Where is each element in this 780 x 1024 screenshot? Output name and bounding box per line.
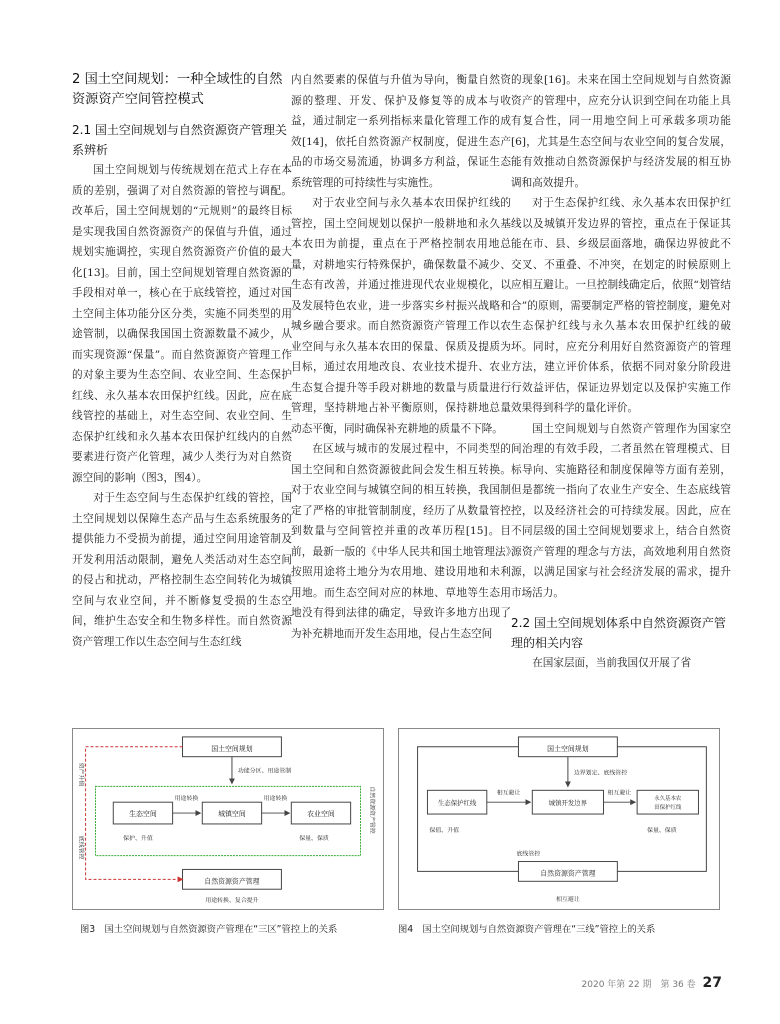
svg-text:保量、保质: 保量、保质 [299,834,329,842]
svg-text:农业空间: 农业空间 [307,810,335,819]
paragraph: 对于生态空间与生态保护红线的管控，国土空间规划以保障生态产品与生态系统服务的提供能力不受损为前提，通过空间用途管制及开发利用活动限制，避免人类活动对生态空间的侵占和扰动，严格控制生态空间转化为城镇空间与农业空间，并不断修复受损的生态空间，维护生态安全和生物多样性。而自然资源资产管理工作以生态空间与生态红线 [72,492,292,648]
figure-3-caption: 图3 国土空间规划与自然资源资产管理在“三区”管控上的关系 [80,924,338,935]
svg-text:用途转换: 用途转换 [174,795,199,803]
page-footer [582,975,722,991]
column-3 [511,70,731,674]
svg-text:边界划定、底线管控: 边界划定、底线管控 [573,769,628,777]
svg-text:自然资源资产管控: 自然资源资产管控 [368,786,376,834]
svg-text:底线管控: 底线管控 [516,850,541,858]
top-box-label: 国土空间规划 [211,744,253,753]
svg-text:底线管控: 底线管控 [77,835,85,860]
subsection-heading: 2.2 国土空间规划体系中自然资源资产管理的相关内容 [511,616,726,650]
figure-3 [72,728,384,910]
figure-4-caption: 图4 国土空间规划与自然资源资产管理在“三线”管控上的关系 [398,924,656,935]
svg-text:相互避让: 相互避让 [556,896,580,904]
svg-text:生态保护红线: 生态保护红线 [437,799,477,808]
subsection-heading: 2.1 国土空间规划与自然资源资产管理关系辨析 [72,123,287,157]
paragraph: 对于农业空间与永久基本农田保护红线的管控，国土空间规划以保护一般耕地和永久基本农田为前提，重点在于严格控制农用地总量，对耕地实行特殊保护，确保数量不减少、生态有改善，并通过推进现代农业规模化，以及发展特色农业，进一步落实乡村振兴战略和城乡融合要求。而自然资源资产管理工作以农业空间与永久基本农田的保量、保质及提质为目标，通过农用地改良、农业技术提升、农业生态复合提升等手段对耕地的数量与质量进行管理，坚持耕地占补平衡原则，保持耕地总量动态平衡，同时确保补充耕地的质量不下降。 [291,197,511,435]
svg-text:用途转换: 用途转换 [263,795,288,803]
svg-text:自然资源资产管理: 自然资源资产管理 [540,869,596,878]
svg-text:相互避让: 相互避让 [496,789,521,797]
svg-text:国土空间规划: 国土空间规划 [547,744,589,753]
column-1 [72,70,292,652]
svg-text:相互避让: 相互避让 [607,789,632,797]
paragraph: 的现象[16]。未来在国土空间规划与自然资源资产的管理中，应充分认识到空间在功能上具有复合性，同一用地空间上可承载多项功能[6]，尤其是生态空间与农业空间的复合发展，能有效推动自然资源保护与经济发展的相互协调和高效提升。 [511,74,731,189]
figure-4-diagram [399,729,719,909]
paragraph: 国土空间规划与自然资产管理作为国家空间治理的有效手段，二者虽然在管理模式、目标导向、实施路径和制度保障等方面有差别，但是都统一指向了农业生产安全、生态底线管控，以及经济社会的可持续发展。因此，应在不同层级的国土空间规划要求上，结合自然资源资产管理的理念与方法，高效地利用自然资源，以满足国家与社会经济发展的需求，提升市场活力。 [511,422,731,599]
paragraph: 在国家层面，当前我国仅开展了省 [532,657,692,669]
svg-text:保护、升值: 保护、升值 [123,834,153,842]
svg-text:用途转换、复合提升: 用途转换、复合提升 [205,897,259,905]
svg-text:城镇空间: 城镇空间 [218,810,246,819]
svg-text:保量、保质: 保量、保质 [647,826,677,834]
paragraph: 内自然要素的保值与升值为导向，衡量自然资源的整理、开发、保护及修复等的成本与收益，通过制定一系列指标来量化管理工作的成效[14]，依托自然资源产权制度，促进生态产品的市场交易流通，协调多方利益，保证生态系统管理的可持续性与实施性。 [291,74,511,189]
svg-text:资产升值: 资产升值 [77,762,85,787]
issue-info: 2020 年第 22 期 第 36 卷 [581,980,696,990]
figure-4 [398,728,720,910]
svg-text:保值、升值: 保值、升值 [429,826,460,834]
svg-text:田保护红线: 田保护红线 [654,805,682,812]
figure-3-diagram [73,729,383,909]
page-number: 27 [702,975,722,991]
paragraph: 对于生态保护红线、永久基本农田保护红线以及城镇开发边界的管控，重点在于保证其能在市、县、乡级层面落地，确保边界彼此不交叉、不重叠、不冲突，在划定的时候原则上应相互避让。一旦控制线确定后，依照“划管结合”的原则，需要制定严格的管控制度，避免对生态保护红线与永久基本农田保护红线的破坏。同时，应充分利用好自然资源资产的管理方法，建立评价体系，依据不同对象分阶段进行效益评估，保证边界划定以及保护实施工作效果得到科学的量化评价。 [511,197,731,414]
column-2 [291,70,511,644]
paragraph: 在区域与城市的发展过程中，不同类型的国土空间和自然资源彼此间会发生相互转换。对于农业空间与城镇空间的相互转换，我国制定了严格的审批管制制度，经历了从数量管控到数量与空间管控并重的改革历程[15]。目前，最新一版的《中华人民共和国土地管理法》按照用途将土地分为农用地、建设用地和未利用地。而生态空间对应的林地、草地等生态用地没有得到法律的确定，导致许多地方出现了为补充耕地而开发生态用地，侵占生态空间 [291,443,511,640]
svg-text:城镇开发边界: 城镇开发边界 [548,799,588,808]
svg-text:永久基本农: 永久基本农 [654,796,682,803]
paragraph: 国土空间规划与传统规划在范式上存在本质的差别，强调了对自然资源的管控与调配。改革后，国土空间规划的“元规则”的最终目标是实现我国自然资源资产的保值与升值，通过规划实施调控，实现自然资源资产价值的最大化[13]。目前，国土空间规划管理自然资源的手段相对单一，核心在于底线管控，通过对国土空间主体功能分区分类，实施不同类型的用途管制，以确保我国国土资源数量不减少，从而实现资源“保量”。而自然资源资产管理工作的对象主要为生态空间、农业空间、生态保护红线、永久基本农田保护红线。因此，应在底线管控的基础上，对生态空间、农业空间、生态保护红线和永久基本农田保护红线内的自然要素进行资产化管理，减少人类行为对自然资源空间的影响（图3，图4）。 [72,164,292,484]
svg-text:自然资源资产管理: 自然资源资产管理 [204,877,260,886]
zoning-label: 功能分区、用途管制 [237,767,292,775]
svg-text:生态空间: 生态空间 [129,810,157,819]
section-heading: 2 国土空间规划：一种全域性的自然资源资产空间管控模式 [72,72,283,107]
